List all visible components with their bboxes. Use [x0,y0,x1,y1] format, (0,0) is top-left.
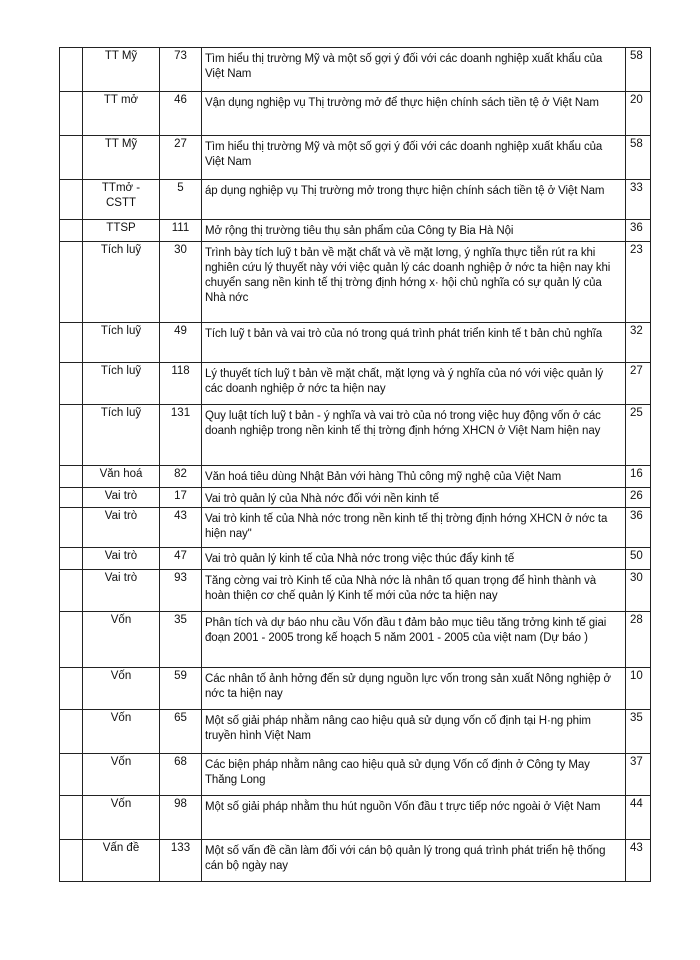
keyword-cell: Tích luỹ [83,405,160,466]
keyword-cell: TT mở [83,92,160,136]
page-number-cell: 32 [626,323,651,363]
keyword-cell: TT Mỹ [83,136,160,180]
title-cell: Tăng cờng vai trò Kinh tế của Nhà nớc là nhân tố quan trọng để hình thành và hoàn thiện cơ chế quản lý Kinh tế mới của nớc ta hiện nay [202,570,626,612]
title-cell: Vận dụng nghiệp vụ Thị trường mở để thực hiện chính sách tiền tệ ở Việt Nam [202,92,626,136]
number-cell: 35 [160,612,202,668]
number-cell: 68 [160,754,202,796]
page-number-cell: 10 [626,668,651,710]
page-number-cell: 16 [626,466,651,488]
keyword-cell: Vốn [83,612,160,668]
blank-cell [60,220,83,242]
title-cell: Văn hoá tiêu dùng Nhật Bản với hàng Thủ công mỹ nghệ của Việt Nam [202,466,626,488]
table-row [60,840,651,882]
blank-cell [60,796,83,840]
blank-cell [60,488,83,508]
keyword-cell: TT Mỹ [83,48,160,92]
title-cell: Lý thuyết tích luỹ t bản về mặt chất, mặt lợng và ý nghĩa của nó với việc quản lý các doanh nghiệp ở nớc ta hiện nay [202,363,626,405]
page-number-cell: 58 [626,136,651,180]
number-cell: 27 [160,136,202,180]
table-row [60,180,651,220]
page-number-cell: 44 [626,796,651,840]
number-cell: 118 [160,363,202,405]
number-cell: 98 [160,796,202,840]
title-cell: Một số giải pháp nhằm nâng cao hiệu quả sử dụng vốn cố định tại H·ng phim truyền hình Việt Nam [202,710,626,754]
table-row [60,796,651,840]
title-cell: Các nhân tố ảnh hởng đến sử dụng nguồn lực vốn trong sản xuất Nông nghiệp ở nớc ta hiện nay [202,668,626,710]
index-table [59,47,651,882]
number-cell: 47 [160,548,202,570]
title-cell: Mở rộng thị trường tiêu thụ sản phẩm của Công ty Bia Hà Nội [202,220,626,242]
blank-cell [60,466,83,488]
table-row [60,405,651,466]
table-row [60,612,651,668]
table-row [60,668,651,710]
number-cell: 49 [160,323,202,363]
blank-cell [60,242,83,323]
page-number-cell: 28 [626,612,651,668]
keyword-cell: Vốn [83,668,160,710]
number-cell: 46 [160,92,202,136]
blank-cell [60,92,83,136]
page-number-cell: 36 [626,220,651,242]
page-number-cell: 23 [626,242,651,323]
blank-cell [60,612,83,668]
title-cell: Phân tích và dự báo nhu cầu Vốn đầu t đảm bảo mục tiêu tăng trởng kinh tế giai đoạn 2001 - 2005 trong kế hoạch 5 năm 2001 - 2005 của việt nam (Dự báo ) [202,612,626,668]
title-cell: Vai trò kinh tế của Nhà nớc trong nền kinh tế thị trờng định hớng XHCN ở nớc ta hiện nay" [202,508,626,548]
keyword-cell: Tích luỹ [83,363,160,405]
title-cell: Tìm hiểu thị trường Mỹ và một số gợi ý đối với các doanh nghiệp xuất khẩu của Việt Nam [202,48,626,92]
keyword-cell: Tích luỹ [83,242,160,323]
page-number-cell: 30 [626,570,651,612]
table-row [60,242,651,323]
keyword-cell: Vai trò [83,508,160,548]
table-row [60,363,651,405]
number-cell: 82 [160,466,202,488]
title-cell: Trình bày tích luỹ t bản về mặt chất và về mặt lơng, ý nghĩa thực tiễn rút ra khi nghiên cứu lý thuyết này với việc quản lý các doanh nghiệp ở nớc ta hiện nay khi chuyển sang nền kinh tế thị trờng định hớng x· hội chủ nghĩa có sự quản lý của Nhà nớc [202,242,626,323]
keyword-cell: Vấn đề [83,840,160,882]
title-cell: Quy luật tích luỹ t bản - ý nghĩa và vai trò của nó trong việc huy động vốn ở các doanh nghiệp trong nền kinh tế thị trờng định hớng XHCN ở Việt Nam hiện nay [202,405,626,466]
number-cell: 73 [160,48,202,92]
keyword-cell: TTSP [83,220,160,242]
number-cell: 43 [160,508,202,548]
blank-cell [60,180,83,220]
blank-cell [60,48,83,92]
table-row [60,548,651,570]
keyword-cell: Vốn [83,710,160,754]
blank-cell [60,840,83,882]
number-cell: 30 [160,242,202,323]
page-number-cell: 25 [626,405,651,466]
page-number-cell: 50 [626,548,651,570]
blank-cell [60,405,83,466]
table-row [60,466,651,488]
page-number-cell: 26 [626,488,651,508]
table-row [60,220,651,242]
keyword-cell: Vai trò [83,570,160,612]
table-row [60,92,651,136]
blank-cell [60,508,83,548]
table-row [60,570,651,612]
page-number-cell: 33 [626,180,651,220]
blank-cell [60,570,83,612]
page-number-cell: 43 [626,840,651,882]
table-row [60,323,651,363]
blank-cell [60,363,83,405]
blank-cell [60,323,83,363]
keyword-cell: TTmở - CSTT [83,180,160,220]
blank-cell [60,754,83,796]
title-cell: Tích luỹ t bản và vai trò của nó trong quá trình phát triển kinh tế t bản chủ nghĩa [202,323,626,363]
blank-cell [60,136,83,180]
index-table-body [60,48,651,882]
keyword-cell: Vai trò [83,488,160,508]
page-number-cell: 35 [626,710,651,754]
title-cell: Vai trò quản lý của Nhà nớc đối với nền kinh tế [202,488,626,508]
page-number-cell: 36 [626,508,651,548]
number-cell: 59 [160,668,202,710]
keyword-cell: Văn hoá [83,466,160,488]
number-cell: 17 [160,488,202,508]
page-number-cell: 27 [626,363,651,405]
blank-cell [60,710,83,754]
title-cell: Vai trò quản lý kinh tế của Nhà nớc trong việc thúc đẩy kinh tế [202,548,626,570]
blank-cell [60,548,83,570]
title-cell: Một số vấn đề cần làm đối với cán bộ quản lý trong quá trình phát triển hệ thống cán bộ ngày nay [202,840,626,882]
title-cell: Các biện pháp nhằm nâng cao hiệu quả sử dụng Vốn cố định ở Công ty May Thăng Long [202,754,626,796]
keyword-cell: Vốn [83,796,160,840]
table-row [60,508,651,548]
page-number-cell: 37 [626,754,651,796]
page-number-cell: 58 [626,48,651,92]
blank-cell [60,668,83,710]
title-cell: Tìm hiểu thị trường Mỹ và một số gợi ý đối với các doanh nghiệp xuất khẩu của Việt Nam [202,136,626,180]
title-cell: Một số giải pháp nhằm thu hút nguồn Vốn đầu t trực tiếp nớc ngoài ở Việt Nam [202,796,626,840]
table-row [60,48,651,92]
keyword-cell: Vốn [83,754,160,796]
number-cell: 131 [160,405,202,466]
page-number-cell: 20 [626,92,651,136]
table-row [60,754,651,796]
table-row [60,710,651,754]
table-row [60,136,651,180]
title-cell: áp dụng nghiệp vụ Thị trường mở trong thực hiện chính sách tiền tệ ở Việt Nam [202,180,626,220]
number-cell: 111 [160,220,202,242]
number-cell: 93 [160,570,202,612]
number-cell: 5 [160,180,202,220]
number-cell: 65 [160,710,202,754]
number-cell: 133 [160,840,202,882]
table-row [60,488,651,508]
keyword-cell: Tích luỹ [83,323,160,363]
keyword-cell: Vai trò [83,548,160,570]
